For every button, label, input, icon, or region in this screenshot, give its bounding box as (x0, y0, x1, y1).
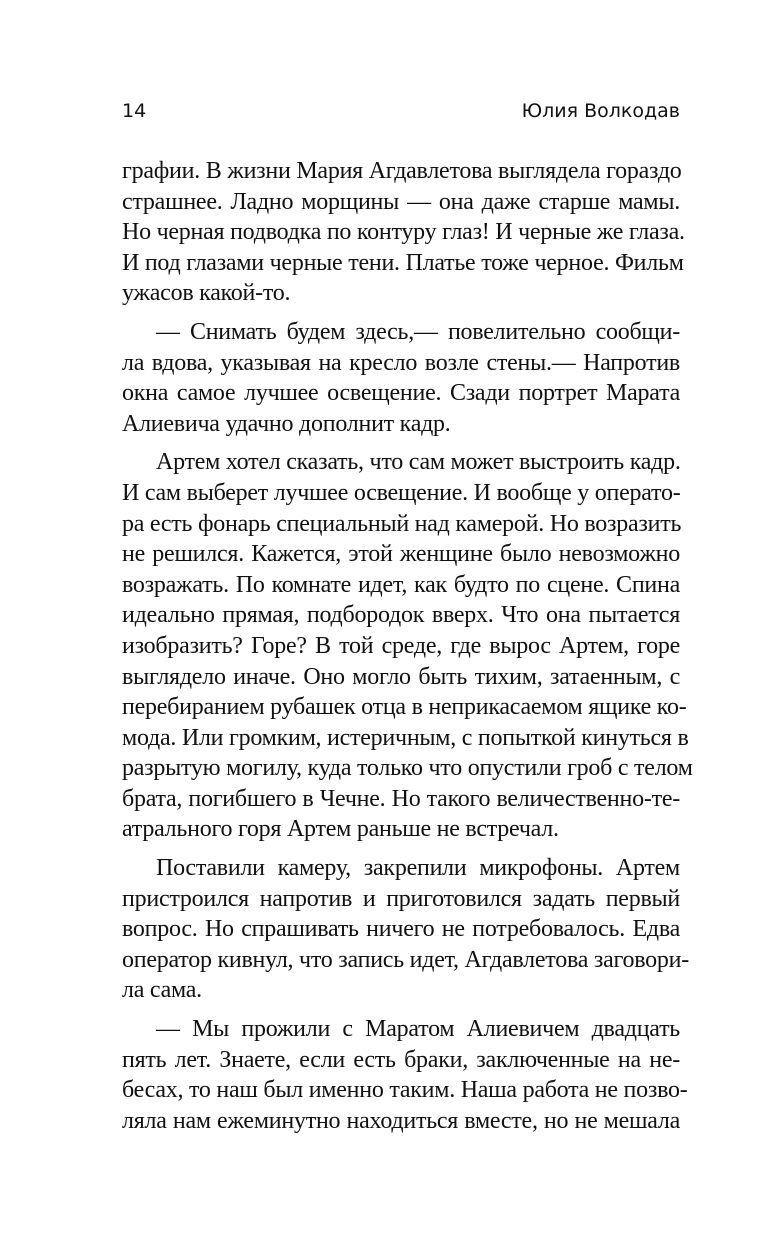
text-line: — Мы прожили с Маратом Алиевичем двадцать (156, 1016, 680, 1043)
text-line: оператор кивнул, что запись идет, Агдавлетова заговори- (122, 946, 689, 973)
text-line: не решился. Кажется, этой женщине было невозможно (122, 541, 680, 568)
paragraph (122, 447, 693, 845)
text-line: И сам выберет лучшее освещение. И вообще у операто- (122, 479, 681, 506)
text-line: ла вдова, указывая на кресло возле стены.— Напротив (122, 349, 680, 376)
text-line: окна самое лучшее освещение. Сзади портрет Марата (122, 380, 680, 407)
text-line: И под глазами черные тени. Платье тоже черное. Фильм (122, 249, 684, 276)
text-line: пристроился напротив и приготовился задать первый (122, 885, 680, 912)
paragraph (122, 853, 689, 1006)
text-line: — Снимать будем здесь,— повелительно сообщи- (156, 318, 680, 345)
text-line: страшнее. Ладно морщины — она даже старше мамы. (122, 188, 680, 215)
text-line: идеально прямая, подбородок вверх. Что она пытается (122, 602, 680, 629)
text-line: Поставили камеру, закрепили микрофоны. Артем (156, 855, 680, 882)
text-line: вопрос. Но спрашивать ничего не потребовалось. Едва (122, 916, 680, 943)
text-line: Алиевича удачно дополнит кадр. (122, 410, 451, 437)
text-line: возражать. По комнате идет, как будто по сцене. Спина (122, 571, 680, 598)
page-number: 14 (122, 100, 147, 122)
text-line: ра есть фонарь специальный над камерой. Но возразить (122, 510, 682, 537)
running-head (122, 96, 680, 126)
text-line: атрального горя Артем раньше не встречал. (122, 816, 559, 843)
paragraph (122, 1014, 688, 1136)
text-line: графии. В жизни Мария Агдавлетова выглядела гораздо (122, 158, 682, 184)
text-line: ужасов какой-то. (122, 280, 291, 307)
text-line: перебиранием рубашек отца в неприкасаемом ящике ко- (122, 694, 687, 721)
running-title: Юлия Волкодав (521, 100, 680, 122)
text-line: пять лет. Знаете, если есть браки, заключенные на не- (122, 1046, 680, 1073)
body-text (122, 156, 693, 1136)
text-line: брата, погибшего в Чечне. Но такого величественно-те- (122, 785, 680, 812)
paragraph (122, 156, 685, 309)
text-line: Но черная подводка по контуру глаз! И черные же глаза. (122, 219, 685, 246)
text-line: Артем хотел сказать, что сам может выстроить кадр. (156, 449, 681, 476)
text-line: бесах, то наш был именно таким. Наша работа не позво- (122, 1077, 688, 1104)
text-line: выглядело иначе. Оно могло быть тихим, затаенным, с (122, 663, 680, 690)
text-line: изобразить? Горе? В той среде, где вырос Артем, горе (122, 632, 680, 659)
text-line: ляла нам ежеминутно находиться вместе, но не мешала (122, 1107, 680, 1134)
paragraph (122, 317, 680, 439)
text-line: ла сама. (122, 977, 202, 1004)
text-line: мода. Или громким, истеричным, с попыткой кинуться в (122, 724, 689, 751)
text-line: разрытую могилу, куда только что опустили гроб с телом (122, 755, 693, 782)
